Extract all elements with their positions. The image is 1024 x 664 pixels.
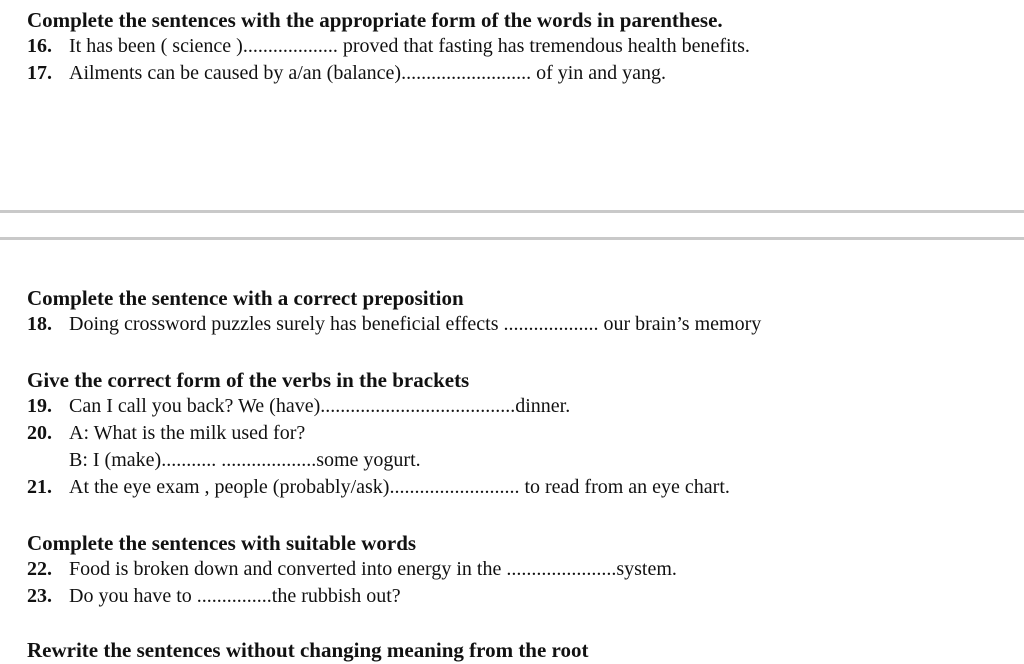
section-verb-forms — [27, 367, 1017, 501]
answer-blank: ................... — [503, 313, 599, 335]
question-text-after: dinner. — [515, 395, 571, 417]
question-21 — [27, 474, 1017, 501]
question-text-after: system. — [616, 558, 677, 580]
question-number: 19. — [27, 395, 52, 417]
section-prepositions — [27, 285, 1017, 338]
answer-blank: .......................... — [389, 476, 520, 498]
question-number: 22. — [27, 558, 52, 580]
answer-blank: ............... — [196, 585, 272, 607]
question-number: 20. — [27, 422, 52, 444]
question-text-before: It has been ( science ) — [69, 35, 243, 57]
section-suitable-words — [27, 530, 1017, 610]
answer-blank: ........... ................... — [161, 449, 317, 471]
question-20 — [27, 420, 1017, 447]
section-heading: Complete the sentences with suitable words — [27, 531, 417, 555]
question-text-after: the rubbish out? — [271, 585, 401, 607]
question-text-after: to read from an eye chart. — [519, 476, 730, 498]
question-20-reply — [27, 447, 1017, 474]
section-heading: Rewrite the sentences without changing meaning from the root — [27, 638, 589, 662]
question-16 — [27, 33, 1017, 60]
question-18 — [27, 311, 1017, 338]
answer-blank: .......................... — [401, 62, 532, 84]
question-text-before: Food is broken down and converted into energy in the — [69, 558, 507, 580]
answer-blank: ....................................... — [320, 395, 516, 417]
answer-blank: ................... — [242, 35, 338, 57]
section-heading: Give the correct form of the verbs in the brackets — [27, 368, 470, 392]
question-text-before: Doing crossword puzzles surely has beneficial effects — [69, 313, 504, 335]
answer-blank: ...................... — [506, 558, 617, 580]
section-rewrite — [27, 637, 1017, 663]
question-number: 16. — [27, 35, 52, 57]
question-text-after: our brain’s memory — [598, 313, 762, 335]
question-17 — [27, 60, 1017, 87]
question-text-before: A: What is the milk used for? — [69, 422, 306, 444]
question-text-before: B: I (make) — [69, 449, 162, 471]
question-text-after: some yogurt. — [316, 449, 421, 471]
question-number: 17. — [27, 62, 52, 84]
question-number: 18. — [27, 313, 52, 335]
question-19 — [27, 393, 1017, 420]
question-text-after: proved that fasting has tremendous health benefits. — [337, 35, 750, 57]
section-heading: Complete the sentences with the appropriate form of the words in parenthese. — [27, 8, 723, 32]
question-text-before: At the eye exam , people (probably/ask) — [69, 476, 390, 498]
question-text-before: Can I call you back? We (have) — [69, 395, 321, 417]
question-text-before: Ailments can be caused by a/an (balance) — [69, 62, 402, 84]
question-22 — [27, 556, 1017, 583]
question-number: 23. — [27, 585, 52, 607]
page-divider-bottom — [0, 237, 1024, 240]
section-heading: Complete the sentence with a correct preposition — [27, 286, 464, 310]
question-23 — [27, 583, 1017, 610]
question-text-after: of yin and yang. — [531, 62, 667, 84]
question-text-before: Do you have to — [69, 585, 197, 607]
section-word-forms — [27, 7, 1017, 87]
page-divider-top — [0, 210, 1024, 213]
question-number: 21. — [27, 476, 52, 498]
